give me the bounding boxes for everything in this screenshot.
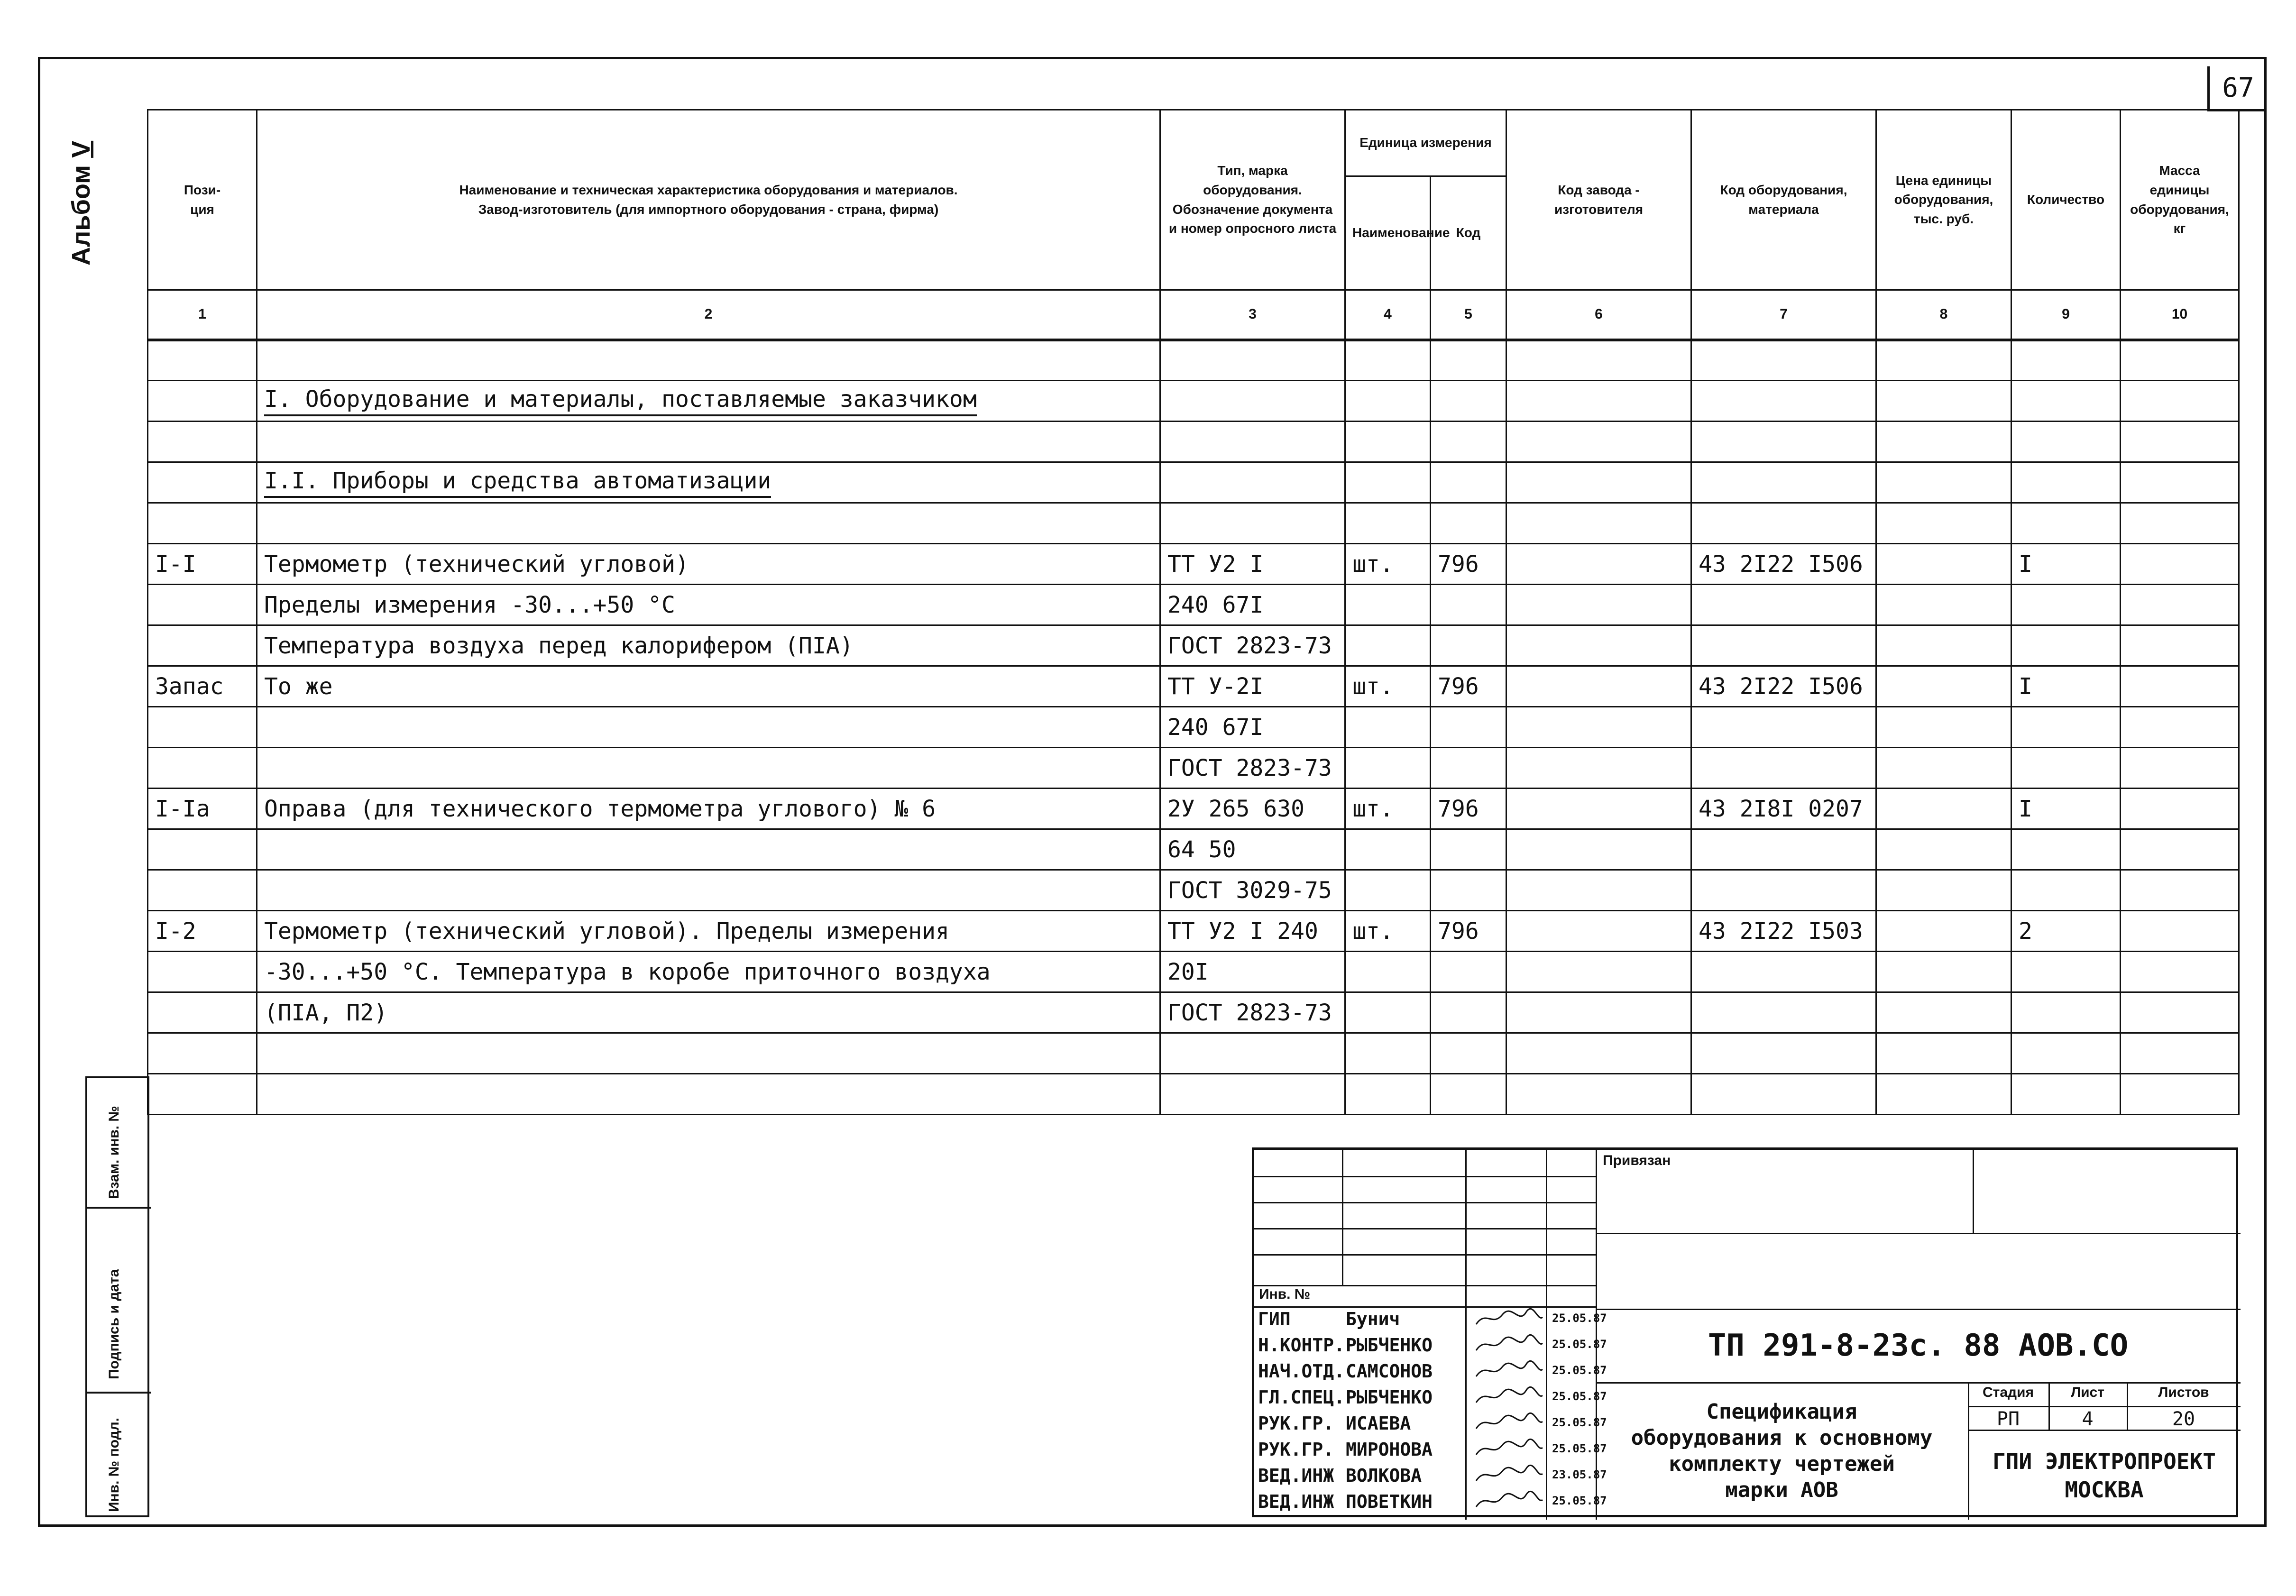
approval-row (1258, 1465, 1607, 1488)
unit-code-cell (1431, 870, 1506, 911)
price-cell (1876, 992, 2011, 1033)
equipment-code-cell (1691, 625, 1876, 666)
unit-cell: шт. (1345, 911, 1431, 952)
linked-label: Привязан (1603, 1153, 1671, 1168)
header-unit-code: Код (1431, 176, 1506, 290)
equipment-code-cell (1691, 1074, 1876, 1115)
factory-code-cell (1506, 422, 1691, 462)
approval-date: 25.05.87 (1552, 1364, 1607, 1377)
equipment-code-cell (1691, 748, 1876, 789)
table-row (148, 992, 2239, 1033)
unit-cell (1345, 952, 1431, 992)
approval-name: ИСАЕВА (1346, 1413, 1411, 1434)
approval-date: 25.05.87 (1552, 1390, 1607, 1403)
price-cell (1876, 503, 2011, 544)
factory-code-cell (1506, 911, 1691, 952)
mass-cell (2121, 992, 2239, 1033)
position-cell (148, 992, 257, 1033)
approval-date: 25.05.87 (1552, 1442, 1607, 1455)
unit-code-cell (1431, 462, 1506, 503)
table-row (148, 911, 2239, 952)
quantity-cell (2011, 503, 2121, 544)
equipment-code-cell: 43 2I8I 0207 (1691, 789, 1876, 829)
table-row (148, 625, 2239, 666)
table-row (148, 503, 2239, 544)
signature (1474, 1412, 1545, 1438)
name-cell: Термометр (технический угловой). Пределы измерения (257, 911, 1160, 952)
type-cell (1160, 381, 1345, 422)
signature (1474, 1360, 1545, 1386)
equipment-code-cell (1691, 829, 1876, 870)
unit-code-cell (1431, 952, 1506, 992)
album-word: Альбом (67, 165, 95, 266)
header-mass: Масса единицы оборудования, кг (2121, 110, 2239, 290)
position-cell (148, 952, 257, 992)
unit-code-cell (1431, 381, 1506, 422)
unit-cell (1345, 870, 1431, 911)
quantity-cell (2011, 422, 2121, 462)
unit-cell (1345, 707, 1431, 748)
stage-value: РП (1996, 1408, 2020, 1430)
approval-row (1258, 1361, 1607, 1384)
left-stamp (85, 1076, 149, 1517)
unit-cell (1345, 1033, 1431, 1074)
factory-code-cell (1506, 829, 1691, 870)
equipment-code-cell: 43 2I22 I506 (1691, 666, 1876, 707)
approval-date: 25.05.87 (1552, 1494, 1607, 1507)
signature (1474, 1334, 1545, 1360)
factory-code-cell (1506, 503, 1691, 544)
column-number: 10 (2121, 290, 2239, 340)
factory-code-cell (1506, 381, 1691, 422)
unit-cell (1345, 625, 1431, 666)
unit-cell: шт. (1345, 666, 1431, 707)
equipment-code-cell: 43 2I22 I506 (1691, 544, 1876, 585)
unit-code-cell: 796 (1431, 544, 1506, 585)
approval-name: РЫБЧЕНКО (1346, 1387, 1433, 1408)
price-cell (1876, 666, 2011, 707)
quantity-cell (2011, 1033, 2121, 1074)
quantity-cell: 2 (2011, 911, 2121, 952)
unit-code-cell (1431, 625, 1506, 666)
approval-name: МИРОНОВА (1346, 1439, 1433, 1460)
mass-cell (2121, 503, 2239, 544)
factory-code-cell (1506, 952, 1691, 992)
mass-cell (2121, 625, 2239, 666)
name-cell: Пределы измерения -30...+50 °С (257, 585, 1160, 625)
table-row (148, 462, 2239, 503)
price-cell (1876, 829, 2011, 870)
mass-cell (2121, 870, 2239, 911)
approval-row (1258, 1439, 1607, 1462)
document-title: Спецификация оборудования к основному комплекту чертежей марки АОВ (1631, 1400, 1933, 1502)
factory-code-cell (1506, 748, 1691, 789)
mass-cell (2121, 911, 2239, 952)
position-cell: I-Iа (148, 789, 257, 829)
type-cell (1160, 1074, 1345, 1115)
factory-code-cell (1506, 462, 1691, 503)
unit-cell (1345, 1074, 1431, 1115)
equipment-code-cell: 43 2I22 I503 (1691, 911, 1876, 952)
page-number: 67 (2207, 66, 2267, 111)
approval-row (1258, 1491, 1607, 1514)
quantity-cell (2011, 585, 2121, 625)
inventory-number-label: Инв. № (1259, 1286, 1311, 1302)
equipment-code-cell (1691, 952, 1876, 992)
position-cell: Запас (148, 666, 257, 707)
mass-cell (2121, 1033, 2239, 1074)
equipment-code-cell (1691, 340, 1876, 381)
table-row (148, 340, 2239, 381)
position-cell (148, 707, 257, 748)
unit-code-cell: 796 (1431, 666, 1506, 707)
column-number: 7 (1691, 290, 1876, 340)
header-unit-group: Единица измерения (1345, 110, 1506, 176)
column-number: 9 (2011, 290, 2121, 340)
unit-cell (1345, 381, 1431, 422)
column-number: 8 (1876, 290, 2011, 340)
approval-date: 25.05.87 (1552, 1338, 1607, 1351)
name-cell: Температура воздуха перед калорифером (ПIА) (257, 625, 1160, 666)
approval-date: 25.05.87 (1552, 1416, 1607, 1429)
column-number: 2 (257, 290, 1160, 340)
type-cell: ТТ У-2I (1160, 666, 1345, 707)
unit-code-cell: 796 (1431, 789, 1506, 829)
approval-row (1258, 1387, 1607, 1410)
type-cell (1160, 1033, 1345, 1074)
price-cell (1876, 911, 2011, 952)
unit-code-cell (1431, 992, 1506, 1033)
position-cell (148, 462, 257, 503)
approval-role: РУК.ГР. (1258, 1439, 1334, 1460)
approval-name: РЫБЧЕНКО (1346, 1335, 1433, 1356)
price-cell (1876, 422, 2011, 462)
mass-cell (2121, 381, 2239, 422)
unit-code-cell: 796 (1431, 911, 1506, 952)
position-cell (148, 503, 257, 544)
mass-cell (2121, 1074, 2239, 1115)
price-cell (1876, 748, 2011, 789)
equipment-code-cell (1691, 1033, 1876, 1074)
header-factory-code: Код завода - изготовителя (1506, 110, 1691, 290)
name-cell (257, 829, 1160, 870)
approval-role: ВЕД.ИНЖ (1258, 1465, 1334, 1486)
unit-code-cell (1431, 422, 1506, 462)
table-row (148, 381, 2239, 422)
type-cell (1160, 340, 1345, 381)
table-row (148, 707, 2239, 748)
price-cell (1876, 340, 2011, 381)
organization: ГПИ ЭЛЕКТРОПРОЕКТ МОСКВА (1993, 1448, 2216, 1503)
column-number: 1 (148, 290, 257, 340)
unit-code-cell (1431, 829, 1506, 870)
type-cell: 64 50 (1160, 829, 1345, 870)
name-cell (257, 1033, 1160, 1074)
header-name: Наименование и техническая характеристика оборудования и материалов. Завод-изготовитель (для импортного оборудования - страна, фирма) (257, 110, 1160, 290)
price-cell (1876, 462, 2011, 503)
position-cell (148, 422, 257, 462)
equipment-code-cell (1691, 870, 1876, 911)
approval-role: ВЕД.ИНЖ (1258, 1491, 1334, 1512)
unit-cell: шт. (1345, 789, 1431, 829)
type-cell: 2У 265 630 (1160, 789, 1345, 829)
table-row (148, 870, 2239, 911)
mass-cell (2121, 789, 2239, 829)
unit-cell (1345, 340, 1431, 381)
quantity-cell (2011, 992, 2121, 1033)
mass-cell (2121, 952, 2239, 992)
factory-code-cell (1506, 789, 1691, 829)
title-block (1252, 1147, 2238, 1517)
name-cell (257, 748, 1160, 789)
type-cell: 240 67I (1160, 585, 1345, 625)
column-number: 5 (1431, 290, 1506, 340)
unit-cell (1345, 422, 1431, 462)
price-cell (1876, 789, 2011, 829)
equipment-code-cell (1691, 462, 1876, 503)
unit-code-cell (1431, 707, 1506, 748)
type-cell (1160, 462, 1345, 503)
quantity-cell (2011, 829, 2121, 870)
mass-cell (2121, 666, 2239, 707)
position-cell (148, 381, 257, 422)
position-cell (148, 1033, 257, 1074)
position-cell (148, 748, 257, 789)
table-row (148, 748, 2239, 789)
price-cell (1876, 625, 2011, 666)
stage-label: Стадия (1982, 1385, 2034, 1400)
name-cell: (ПIА, П2) (257, 992, 1160, 1033)
mass-cell (2121, 544, 2239, 585)
signature (1474, 1438, 1545, 1464)
name-cell (257, 870, 1160, 911)
price-cell (1876, 381, 2011, 422)
sheet-value: 4 (2082, 1408, 2094, 1430)
mass-cell (2121, 585, 2239, 625)
table-row (148, 585, 2239, 625)
signature (1474, 1308, 1545, 1334)
mass-cell (2121, 748, 2239, 789)
price-cell (1876, 707, 2011, 748)
name-cell (257, 503, 1160, 544)
name-cell: То же (257, 666, 1160, 707)
factory-code-cell (1506, 625, 1691, 666)
header-type: Тип, марка оборудования. Обозначение документа и номер опросного листа (1160, 110, 1345, 290)
table-row (148, 422, 2239, 462)
type-cell (1160, 422, 1345, 462)
equipment-code-cell (1691, 992, 1876, 1033)
position-cell (148, 340, 257, 381)
signature (1474, 1464, 1545, 1490)
factory-code-cell (1506, 1033, 1691, 1074)
signature (1474, 1386, 1545, 1412)
name-cell (257, 707, 1160, 748)
table-row (148, 666, 2239, 707)
price-cell (1876, 952, 2011, 992)
unit-cell (1345, 503, 1431, 544)
mass-cell (2121, 707, 2239, 748)
position-cell (148, 1074, 257, 1115)
approval-name: САМСОНОВ (1346, 1361, 1433, 1382)
table-row (148, 829, 2239, 870)
type-cell: ГОСТ 2823-73 (1160, 992, 1345, 1033)
unit-code-cell (1431, 748, 1506, 789)
stamp-cell-signature-date: Подпись и дата (87, 1209, 151, 1394)
unit-code-cell (1431, 1033, 1506, 1074)
approval-role: НАЧ.ОТД. (1258, 1361, 1345, 1382)
specification-table (147, 109, 2240, 1115)
mass-cell (2121, 462, 2239, 503)
factory-code-cell (1506, 585, 1691, 625)
signature (1474, 1490, 1545, 1516)
unit-cell (1345, 992, 1431, 1033)
factory-code-cell (1506, 666, 1691, 707)
specification-body (148, 340, 2239, 1115)
name-cell: Термометр (технический угловой) (257, 544, 1160, 585)
approval-role: ГЛ.СПЕЦ. (1258, 1387, 1345, 1408)
approval-row (1258, 1335, 1607, 1358)
unit-cell (1345, 829, 1431, 870)
price-cell (1876, 1033, 2011, 1074)
equipment-code-cell (1691, 422, 1876, 462)
position-cell (148, 625, 257, 666)
quantity-cell: I (2011, 666, 2121, 707)
unit-cell (1345, 462, 1431, 503)
quantity-cell (2011, 952, 2121, 992)
unit-code-cell (1431, 340, 1506, 381)
equipment-code-cell (1691, 707, 1876, 748)
mass-cell (2121, 340, 2239, 381)
quantity-cell (2011, 340, 2121, 381)
price-cell (1876, 1074, 2011, 1115)
table-row (148, 952, 2239, 992)
column-number: 6 (1506, 290, 1691, 340)
factory-code-cell (1506, 707, 1691, 748)
approval-role: РУК.ГР. (1258, 1413, 1334, 1434)
stamp-cell-inventory: Инв. № подл. (106, 1417, 122, 1512)
album-label (66, 141, 96, 266)
quantity-cell (2011, 870, 2121, 911)
unit-code-cell (1431, 1074, 1506, 1115)
unit-cell (1345, 585, 1431, 625)
quantity-cell (2011, 462, 2121, 503)
approval-row (1258, 1309, 1607, 1331)
header-position: Пози- ция (148, 110, 257, 290)
column-number: 4 (1345, 290, 1431, 340)
factory-code-cell (1506, 544, 1691, 585)
album-number: V (67, 140, 95, 158)
price-cell (1876, 585, 2011, 625)
name-cell (257, 1074, 1160, 1115)
type-cell (1160, 503, 1345, 544)
unit-code-cell (1431, 503, 1506, 544)
approval-role: Н.КОНТР. (1258, 1335, 1345, 1356)
position-cell (148, 829, 257, 870)
header-unit-name: Наименование (1345, 176, 1431, 290)
mass-cell (2121, 829, 2239, 870)
equipment-code-cell (1691, 503, 1876, 544)
approval-name: ПОВЕТКИН (1346, 1491, 1433, 1512)
name-cell (257, 422, 1160, 462)
approval-date: 23.05.87 (1552, 1468, 1607, 1481)
approval-row (1258, 1413, 1607, 1436)
unit-code-cell (1431, 585, 1506, 625)
name-cell: Оправа (для технического термометра углового) № 6 (257, 789, 1160, 829)
price-cell (1876, 870, 2011, 911)
mass-cell (2121, 422, 2239, 462)
price-cell (1876, 544, 2011, 585)
table-row (148, 789, 2239, 829)
position-cell: I-I (148, 544, 257, 585)
type-cell: ГОСТ 2823-73 (1160, 625, 1345, 666)
quantity-cell (2011, 625, 2121, 666)
quantity-cell (2011, 1074, 2121, 1115)
approval-name: ВОЛКОВА (1346, 1465, 1422, 1486)
approval-role: ГИП (1258, 1309, 1291, 1330)
sheets-label: Листов (2158, 1385, 2209, 1400)
type-cell: ТТ У2 I 240 (1160, 911, 1345, 952)
table-row (148, 1074, 2239, 1115)
stamp-cell-replaced-inv: Взам. инв. № (87, 1078, 151, 1209)
unit-cell: шт. (1345, 544, 1431, 585)
sheets-value: 20 (2172, 1408, 2195, 1430)
quantity-cell (2011, 707, 2121, 748)
name-cell: -30...+50 °С. Температура в коробе приточного воздуха (257, 952, 1160, 992)
quantity-cell: I (2011, 789, 2121, 829)
approval-date: 25.05.87 (1552, 1312, 1607, 1325)
factory-code-cell (1506, 992, 1691, 1033)
factory-code-cell (1506, 1074, 1691, 1115)
column-number: 3 (1160, 290, 1345, 340)
name-cell: I. Оборудование и материалы, поставляемые заказчиком (257, 381, 1160, 422)
sheet-label: Лист (2071, 1385, 2104, 1400)
quantity-cell: I (2011, 544, 2121, 585)
type-cell: ГОСТ 2823-73 (1160, 748, 1345, 789)
type-cell: ГОСТ 3029-75 (1160, 870, 1345, 911)
equipment-code-cell (1691, 585, 1876, 625)
header-quantity: Количество (2011, 110, 2121, 290)
quantity-cell (2011, 748, 2121, 789)
name-cell (257, 340, 1160, 381)
unit-cell (1345, 748, 1431, 789)
position-cell (148, 870, 257, 911)
type-cell: 20I (1160, 952, 1345, 992)
type-cell: 240 67I (1160, 707, 1345, 748)
header-price: Цена единицы оборудования, тыс. руб. (1876, 110, 2011, 290)
factory-code-cell (1506, 870, 1691, 911)
table-row (148, 1033, 2239, 1074)
quantity-cell (2011, 381, 2121, 422)
table-row (148, 544, 2239, 585)
type-cell: ТТ У2 I (1160, 544, 1345, 585)
document-code: ТП 291-8-23с. 88 АОВ.СО (1708, 1328, 2129, 1363)
equipment-code-cell (1691, 381, 1876, 422)
header-equipment-code: Код оборудования, материала (1691, 110, 1876, 290)
approval-name: Бунич (1346, 1309, 1400, 1330)
factory-code-cell (1506, 340, 1691, 381)
position-cell (148, 585, 257, 625)
name-cell: I.I. Приборы и средства автоматизации (257, 462, 1160, 503)
position-cell: I-2 (148, 911, 257, 952)
